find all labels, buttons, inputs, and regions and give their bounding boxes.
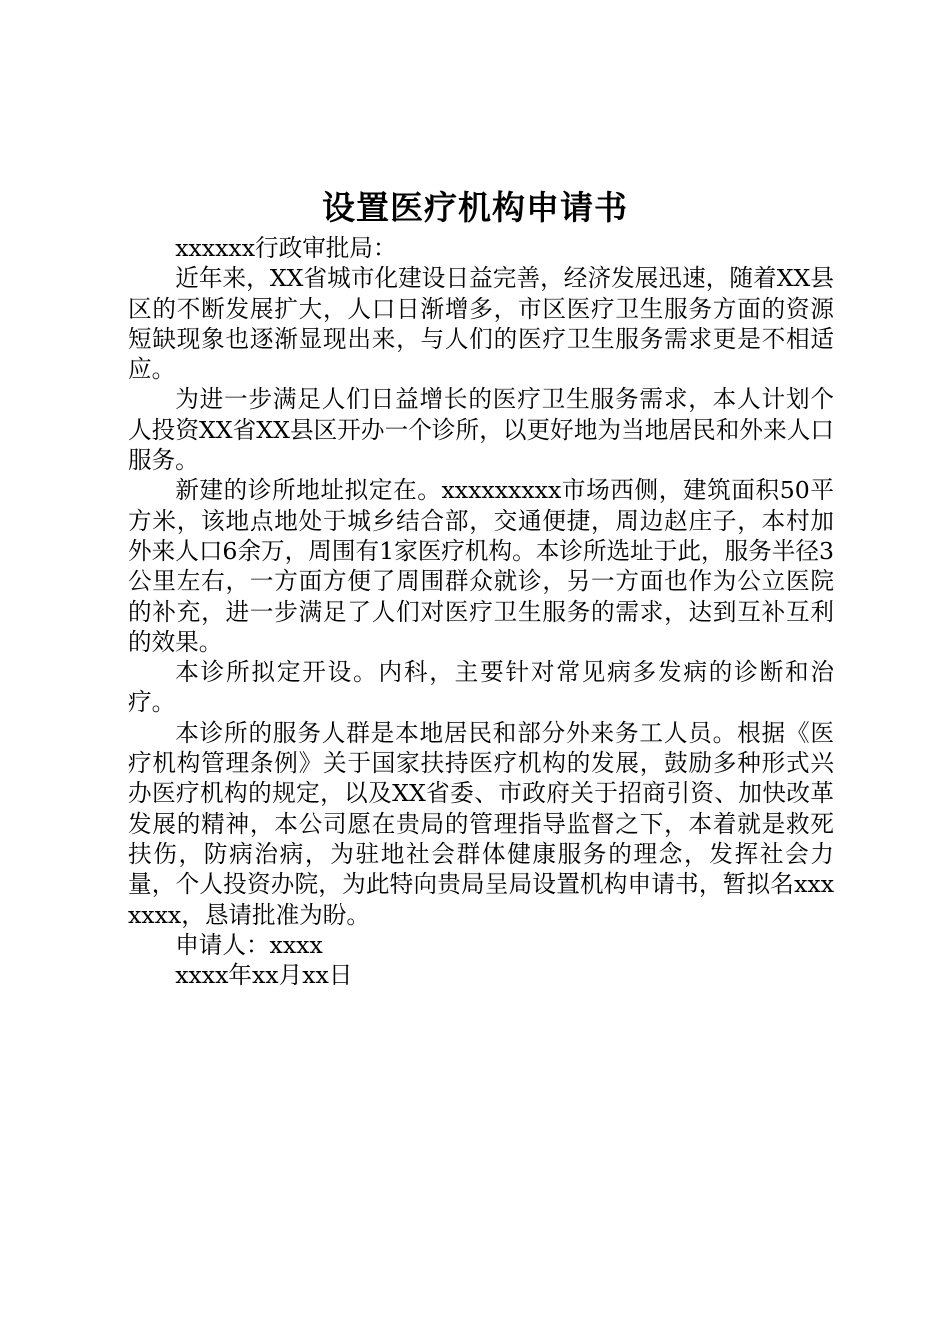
paragraph-4: 本诊所拟定开设。内科，主要针对常见病多发病的诊断和治疗。 xyxy=(128,658,834,717)
document-body xyxy=(128,233,834,990)
salutation: xxxxxx行政审批局： xyxy=(175,234,397,262)
date-line: xxxx年xx月xx日 xyxy=(175,961,353,990)
applicant-line: 申请人：xxxx xyxy=(175,930,323,959)
paragraph-5: 本诊所的服务人群是本地居民和部分外来务工人员。根据《医疗机构管理条例》关于国家扶持医疗机构的发展，鼓励多种形式兴办医疗机构的规定，以及XX省委、市政府关于招商引资、加快改革发展的精神，本公司愿在贵局的管理指导监督之下，本着就是救死扶伤，防病治病，为驻地社会群体健康服务的理念，发挥社会力量，个人投资办院，为此特向贵局呈局设置机构申请书，暂拟名xxxxxxx，恳请批准为盼。 xyxy=(128,718,834,929)
paragraph-1: 近年来，XX省城市化建设日益完善，经济发展迅速，随着XX县区的不断发展扩大，人口日渐增多，市区医疗卫生服务方面的资源短缺现象也逐渐显现出来，与人们的医疗卫生服务需求更是不相适应。 xyxy=(128,264,834,384)
paragraph-3: 新建的诊所地址拟定在。xxxxxxxxx市场西侧，建筑面积50平方米，该地点地处于城乡结合部，交通便捷，周边赵庄子，本村加外来人口6余万，周围有1家医疗机构。本诊所选址于此，服务半径3公里左右，一方面方便了周围群众就诊，另一方面也作为公立医院的补充，进一步满足了人们对医疗卫生服务的需求，达到互补互利的效果。 xyxy=(128,476,834,656)
paragraph-2: 为进一步满足人们日益增长的医疗卫生服务需求，本人计划个人投资XX省XX县区开办一个诊所，以更好地为当地居民和外来人口服务。 xyxy=(128,385,834,475)
document-title: 设置医疗机构申请书 xyxy=(322,188,628,227)
